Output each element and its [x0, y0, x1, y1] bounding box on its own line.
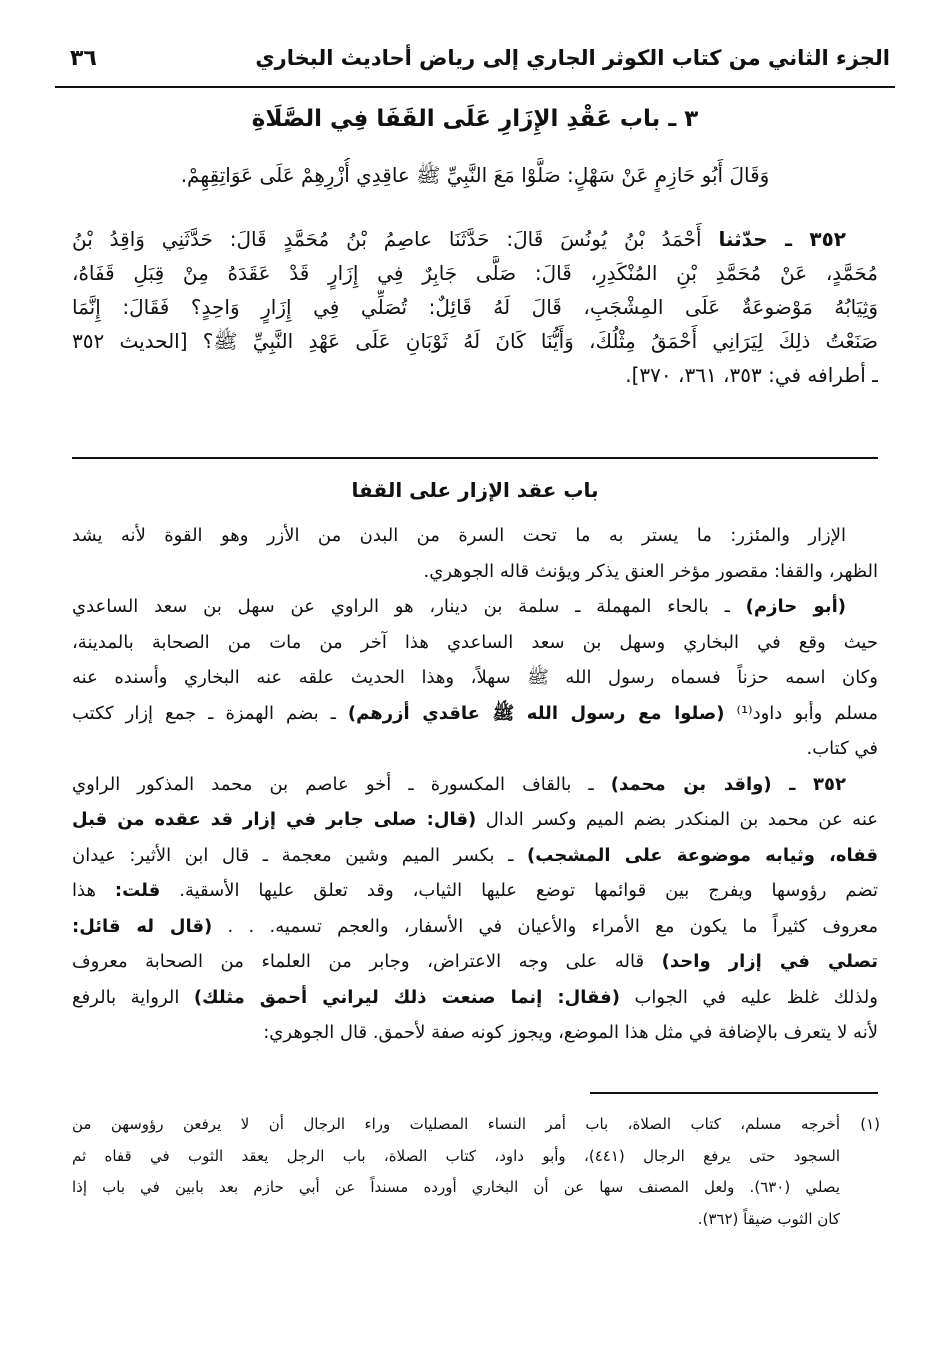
text-line — [72, 802, 878, 838]
text-segment: وكان اسمه حزناً فسماه رسول الله ﷺ سهلاً، وهذا الحديث علقه عنه البخاري وأسنده عنه — [72, 667, 878, 688]
text-segment: عنه عن محمد بن المنكدر بضم الميم وكسر الدال — [476, 809, 878, 830]
text-segment: أَحْمَدُ بْنُ يُونُسَ قَالَ: حَدَّثَنَا عاصِمُ بْنُ مُحَمَّدٍ قَالَ: حَدَّثَنِي وَاقِدُ بْنُ — [72, 227, 719, 251]
text-segment: الإزار والمئزر: ما يستر به ما تحت السرة من البدن من الأزر وهو القوة لأنه يشد — [72, 525, 846, 546]
text-segment: مسلم وأبو داود⁽¹⁾ — [724, 702, 878, 724]
text-segment: يصلي (٦٣٠). ولعل المصنف سها عن أن البخاري أورده مسنداً عن أبي حازم بعد بابين في باب إذا — [72, 1178, 840, 1196]
text-segment: ولذلك غلظ عليه في الجواب — [619, 986, 878, 1008]
header-rule — [55, 86, 895, 88]
bold-text: قلت: — [114, 880, 161, 901]
text-segment: أخرجه مسلم، كتاب الصلاة، باب أمر النساء المصليات وراء الرجال أن لا يرفعن رؤوسهن من — [72, 1115, 840, 1133]
text-segment: في كتاب. — [806, 738, 878, 759]
text-segment: ـ بكسر الميم وشين معجمة ـ قال ابن الأثير: عيدان — [72, 844, 528, 866]
text-line — [72, 1172, 878, 1204]
text-line — [72, 909, 878, 945]
text-segment: ـ بالقاف المكسورة ـ أخو عاصم بن محمد المذكور الراوي — [72, 773, 611, 795]
text-segment: قاله على وجه الاعتراض، وجابر من العلماء من الصحابة معروف — [72, 951, 662, 972]
bold-text: (قال: صلى جابر في إزار قد عقده من قبل — [72, 809, 477, 830]
text-line — [72, 1109, 878, 1141]
text-line — [72, 290, 878, 324]
text-line — [72, 589, 878, 625]
commentary-title: باب عقد الإزار على القفا — [351, 478, 599, 502]
bold-text: تصلي في إزار واحد) — [661, 951, 878, 972]
text-segment: وَثِيَابُهُ مَوْضوعَةٌ عَلَى المِشْجَبِ، قَالَ لَهُ قَائِلٌ: تُصَلِّي فِي إِزَارٍ وَاحِدٍ؟ فَقَالَ: إِنَّمَا — [72, 295, 878, 319]
text-segment: معروف كثيراً ما يكون مع الأمراء والأعيان في الأسفار، والعجم تسميه. . . — [212, 915, 878, 937]
text-segment: ـ أطرافه في: ٣٥٣، ٣٦١، ٣٧٠]. — [625, 363, 878, 387]
footnote-marker: (١) — [860, 1115, 880, 1133]
text-line — [72, 554, 878, 590]
text-line — [72, 222, 878, 256]
bold-text: (أبو حازم) — [745, 596, 846, 617]
text-segment: هذا — [72, 880, 115, 901]
footnote-divider — [590, 1092, 878, 1094]
text-line — [72, 518, 878, 554]
text-segment: الرواية بالرفع — [72, 986, 194, 1008]
intro-text: وَقَالَ أَبُو حَازِمٍ عَنْ سَهْلٍ: صَلَّوْا مَعَ النَّبِيِّ ﷺ عاقِدِي أُزْرِهِمْ عَلَى عَوَاتِقِهِمْ. — [180, 163, 770, 187]
bold-text: قفاه، وثيابه موضوعة على المشجب) — [527, 844, 878, 866]
text-segment: تضم رؤوسها ويفرج بين قوائمها توضع عليها الثياب، وقد تعلق عليها الأسقية. — [160, 880, 878, 901]
text-line — [72, 696, 878, 732]
text-line — [72, 731, 878, 767]
page-number: ٣٦ — [70, 46, 97, 71]
text-line — [72, 1204, 878, 1236]
text-segment: ـ بضم الهمزة ـ جمع إزار ككتب — [72, 702, 348, 724]
footnotes — [72, 1109, 878, 1235]
bold-text: (صلوا مع رسول الله ﷺ عاقدي أزرهم) — [347, 702, 725, 724]
bold-text: ٣٥٢ ـ حدّثنا — [718, 227, 846, 251]
text-line — [72, 1141, 878, 1173]
running-title: الجزء الثاني من كتاب الكوثر الجاري إلى رياض أحاديث البخاري — [255, 46, 890, 70]
text-segment: مُحَمَّدٍ، عَنْ مُحَمَّدِ بْنِ المُنْكَدِرِ، قَالَ: صَلَّى جَابِرٌ فِي إِزَارٍ قَدْ عَقَدَهُ مِنْ قِبَلِ قَفَاهُ، — [72, 261, 878, 285]
text-segment: صَنَعْتُ ذلِكَ لِيَرَانِي أَحْمَقُ مِثْلُكَ، وَأَيُّنَا كَانَ لَهُ ثَوْبَانِ عَلَى عَهْدِ النَّبِيِّ ﷺ؟ [الحديث ٣٥٢ — [72, 329, 878, 353]
text-line — [72, 358, 878, 392]
bold-text: (قال له قائل: — [72, 915, 213, 937]
text-segment: السجود حتى يرفع الرجال (٤٤١)، وأبو داود، كتاب الصلاة، باب الرجل يعقد الثوب في قفاه ثم — [72, 1146, 840, 1165]
text-line — [72, 767, 878, 803]
text-segment: حيث وقع في البخاري وسهل بن سعد الساعدي هذا آخر من مات من الصحابة بالمدينة، — [72, 631, 878, 653]
chapter-title: ٣ ـ باب عَقْدِ الإِزَارِ عَلَى القَفَا فِي الصَّلَاةِ — [251, 106, 699, 132]
text-line — [72, 625, 878, 661]
running-header — [55, 40, 895, 84]
text-segment: ـ بالحاء المهملة ـ سلمة بن دينار، هو الراوي عن سهل بن سعد الساعدي — [72, 596, 746, 617]
section-divider — [72, 457, 878, 459]
text-line — [72, 873, 878, 909]
text-line — [72, 838, 878, 874]
bold-text: ٣٥٢ ـ (واقد بن محمد) — [610, 773, 846, 795]
hadith-text — [72, 222, 878, 392]
text-segment: كان الثوب ضيقاً (٣٦٢). — [697, 1209, 840, 1228]
text-segment: لأنه لا يتعرف بالإضافة في مثل هذا الموضع، ويجوز كونه صفة لأحمق. قال الجوهري: — [263, 1022, 878, 1043]
text-line — [72, 980, 878, 1016]
text-line — [72, 1015, 878, 1051]
text-line — [72, 324, 878, 358]
text-line — [72, 944, 878, 980]
text-line — [72, 660, 878, 696]
text-line — [72, 256, 878, 290]
chapter-intro — [72, 158, 878, 192]
text-segment: الظهر، والقفا: مقصور مؤخر العنق يذكر ويؤنث قاله الجوهري. — [423, 560, 878, 582]
bold-text: (فقال: إنما صنعت ذلك ليراني أحمق مثلك) — [193, 986, 620, 1008]
commentary-text — [72, 518, 878, 1051]
